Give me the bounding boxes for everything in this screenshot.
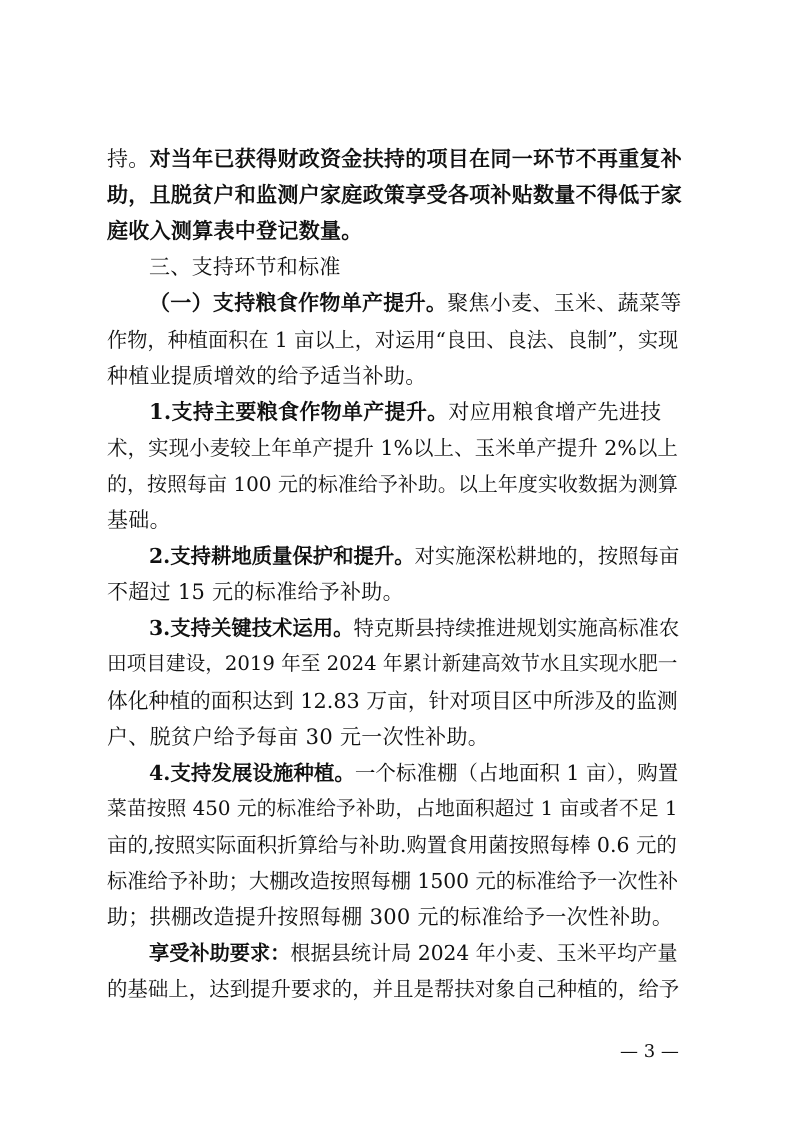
text-run: 特克斯县持续推进规划实施高标准农 (353, 616, 680, 641)
bold-text-run: 享受补助要求： (149, 941, 291, 966)
text-run: 对实施深松耕地的，按照每亩 (414, 544, 680, 569)
text-line (107, 719, 687, 755)
text-run: 持。 (107, 147, 150, 171)
text-run: 的，按照每亩 100 元的标准给予补助。以上年度实收数据为测算 (107, 471, 678, 496)
bold-text-run: 1.支持主要粮食作物单产提升。 (149, 398, 449, 424)
text-run: 术，实现小麦较上年单产提升 1%以上、玉米单产提升 2%以上 (107, 435, 678, 460)
bold-text-run: 4.支持发展设施种植。 (149, 760, 355, 785)
text-run: 一个标准棚（占地面积 1 亩），购置 (354, 760, 679, 785)
text-line (107, 141, 687, 177)
text-run: 田项目建设，2019 年至 2024 年累计新建高效节水且实现水肥一 (107, 652, 678, 676)
text-line (107, 863, 687, 899)
text-run: 种植业提质增效的给予适当补助。 (107, 363, 427, 388)
text-run: 亩的,按照实际面积折算给与补助.购置食用菌按照每棒 0.6 元的 (107, 832, 677, 857)
text-line (149, 394, 687, 430)
text-line (149, 249, 687, 285)
text-run: 基础。 (107, 508, 171, 532)
bold-text-run: 助，且脱贫户和监测户家庭政策享受各项补贴数量不得低于家 (107, 182, 683, 208)
text-line (107, 971, 687, 1007)
text-line (107, 177, 687, 213)
text-line (149, 935, 687, 971)
text-run: 不超过 15 元的标准给予补助。 (107, 580, 404, 605)
bold-text-run: 庭收入测算表中登记数量。 (107, 218, 363, 244)
page-number: — 3 — (620, 1041, 679, 1062)
text-run: 对应用粮食增产先进技 (448, 399, 662, 424)
text-run: 助；拱棚改造提升按照每棚 300 元的标准给予一次性补助。 (107, 905, 674, 930)
text-run: 的基础上，达到提升要求的，并且是帮扶对象自己种植的，给予 (107, 977, 680, 1002)
text-line (107, 430, 687, 466)
text-run: 聚焦小麦、玉米、蔬菜等 (447, 291, 682, 316)
text-run: 体化种植的面积达到 12.83 万亩，针对项目区中所涉及的监测 (107, 688, 678, 713)
text-line (107, 683, 687, 719)
text-line (149, 755, 687, 791)
text-line (107, 466, 687, 502)
text-line (149, 538, 687, 574)
text-run: 根据县统计局 2024 年小麦、玉米平均产量 (290, 941, 678, 966)
text-run: 户、脱贫户给予每亩 30 元一次性补助。 (107, 724, 490, 749)
bold-text-run: 对当年已获得财政资金扶持的项目在同一环节不再重复补 (149, 146, 683, 171)
text-line (107, 502, 687, 538)
text-run: 三、支持环节和标准 (149, 255, 341, 280)
text-line (149, 610, 687, 646)
text-line (107, 322, 687, 358)
bold-text-run: 3.支持关键技术运用。 (149, 616, 354, 641)
text-line (107, 827, 687, 863)
text-line (107, 574, 687, 610)
text-line (107, 646, 687, 682)
text-run: 菜苗按照 450 元的标准给予补助，占地面积超过 1 亩或者不足 1 (107, 796, 678, 820)
text-line (149, 285, 687, 321)
text-run: 标准给予补助；大棚改造按照每棚 1500 元的标准给予一次性补 (107, 869, 679, 893)
bold-text-run: 2.支持耕地质量保护和提升。 (149, 544, 415, 569)
text-line (107, 358, 687, 394)
text-line (107, 791, 687, 827)
text-run: 作物，种植面积在 1 亩以上，对运用“良田、良法、良制”，实现 (107, 327, 679, 352)
text-line (107, 213, 687, 249)
text-line (107, 899, 687, 935)
bold-text-run: （一）支持粮食作物单产提升。 (149, 290, 448, 316)
